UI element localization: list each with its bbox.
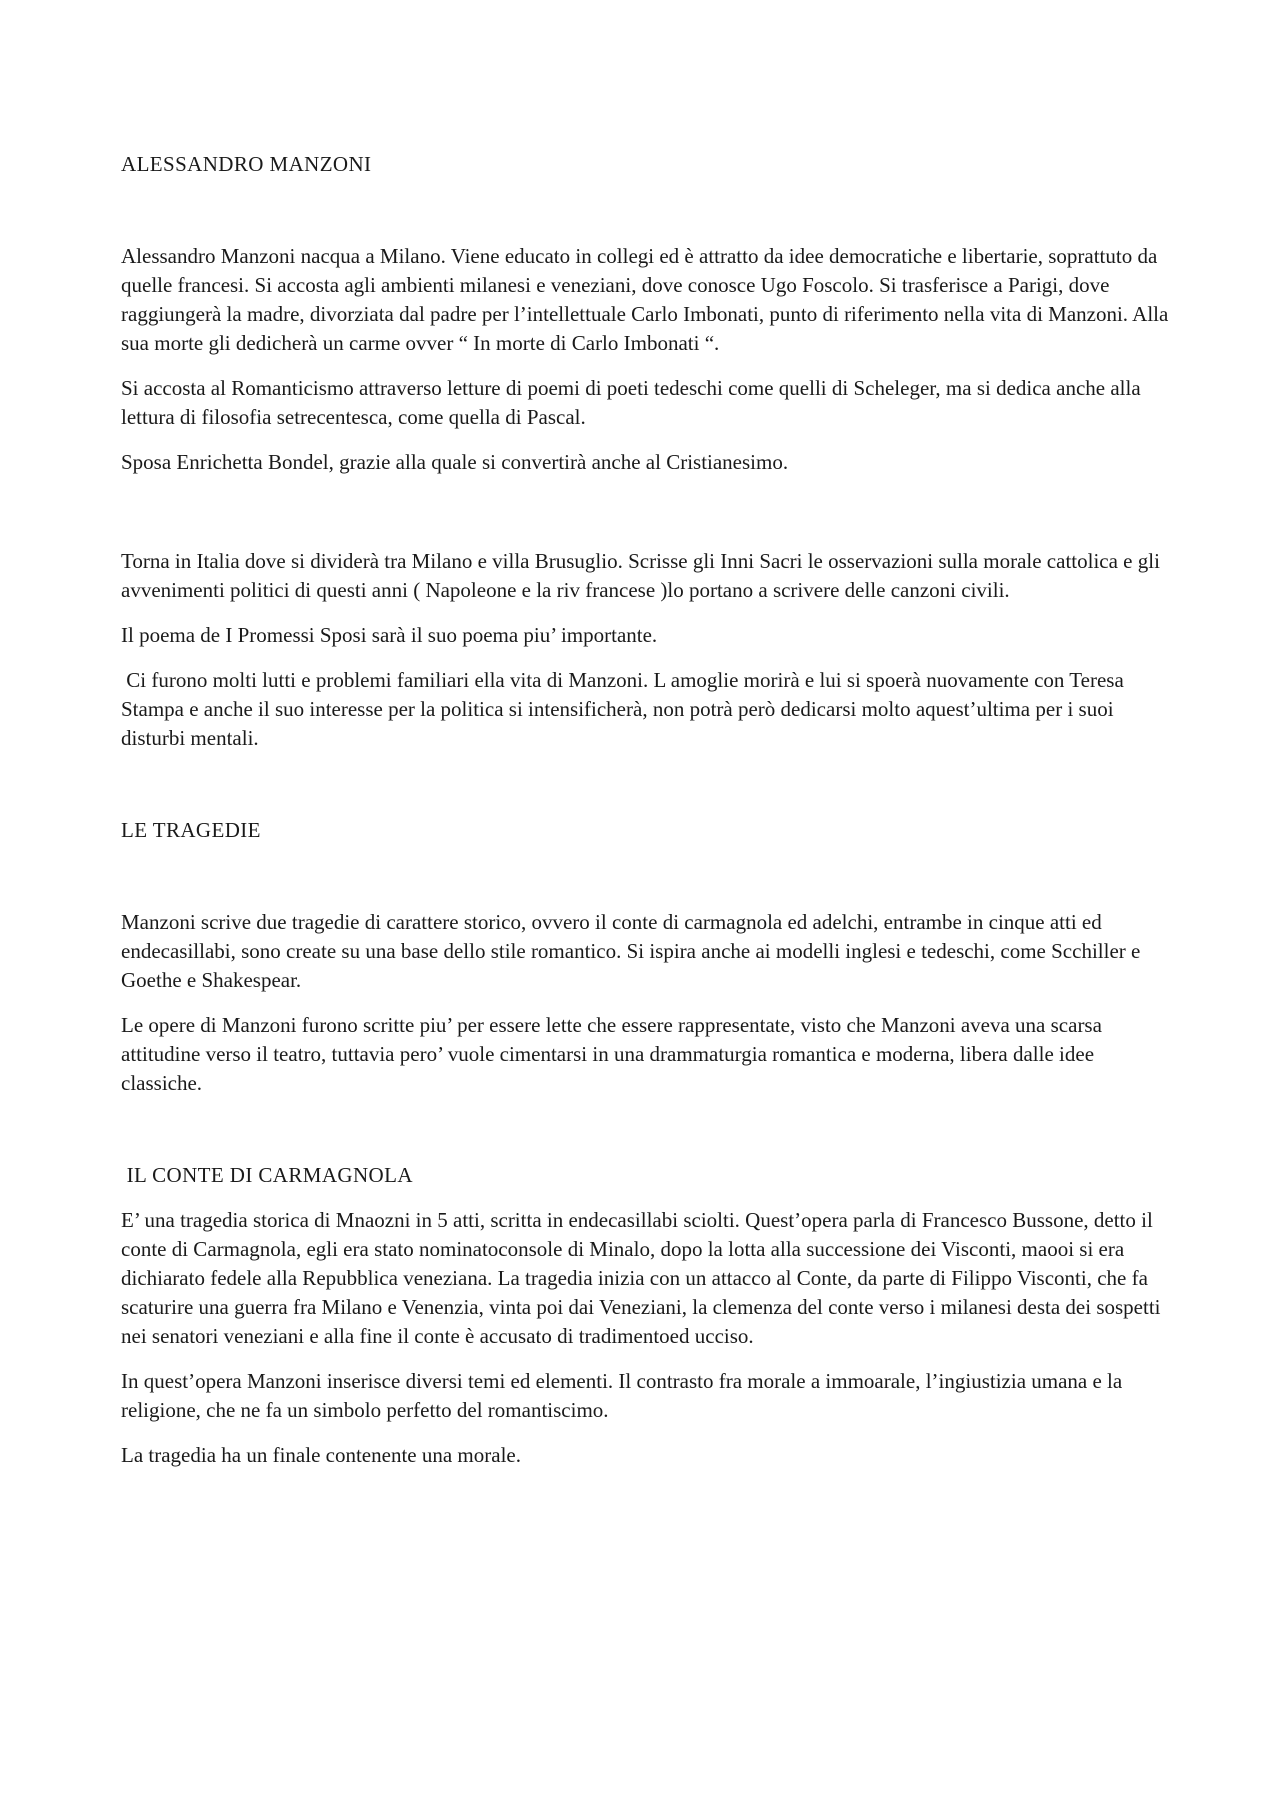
- paragraph: E’ una tragedia storica di Mnaozni in 5 atti, scritta in endecasillabi sciolti. Quest’opera parla di Francesco Bussone, detto il conte di Carmagnola, egli era stato nominatoconsole di Minalo, dopo la lotta alla successione dei Visconti, maooi si era dichiarato fedele alla Repubblica veneziana. La tragedia inizia con un attacco al Conte, da parte di Filippo Visconti, che fa scaturire una guerra fra Milano e Venenzia, vinta poi dai Veneziani, la clemenza del conte verso i milanesi desta dei sospetti nei senatori veneziani e alla fine il conte è accusato di tradimentoed ucciso.: [121, 1208, 1161, 1348]
- paragraph: Torna in Italia dove si dividerà tra Milano e villa Brusuglio. Scrisse gli Inni Sacri le osservazioni sulla morale cattolica e gli avvenimenti politici di questi anni ( Napoleone e la riv francese )lo portano a scrivere delle canzoni civili.: [121, 549, 1160, 602]
- paragraph: Sposa Enrichetta Bondel, grazie alla quale si convertirà anche al Cristianesimo.: [121, 450, 789, 474]
- paragraph: Il poema de I Promessi Sposi sarà il suo poema piu’ importante.: [121, 623, 658, 647]
- paragraph: Alessandro Manzoni nacqua a Milano. Viene educato in collegi ed è attratto da idee democratiche e libertarie, soprattuto da quelle francesi. Si accosta agli ambienti milanesi e veneziani, dove conosce Ugo Foscolo. Si trasferisce a Parigi, dove raggiungerà la madre, divorziata dal padre per l’intellettuale Carlo Imbonati, punto di riferimento nella vita di Manzoni. Alla sua morte gli dedicherà un carme ovver “ In morte di Carlo Imbonati “.: [121, 244, 1169, 355]
- paragraph: In quest’opera Manzoni inserisce diversi temi ed elementi. Il contrasto fra morale a immoarale, l’ingiustizia umana e la religione, che ne fa un simbolo perfetto del romantiscimo.: [121, 1369, 1123, 1422]
- section-title: IL CONTE DI CARMAGNOLA: [121, 1163, 413, 1187]
- paragraph: La tragedia ha un finale contenente una morale.: [121, 1443, 521, 1467]
- paragraph: Le opere di Manzoni furono scritte piu’ per essere lette che essere rappresentate, visto che Manzoni aveva una scarsa attitudine verso il teatro, tuttavia pero’ vuole cimentarsi in una drammaturgia romantica e moderna, libera dalle idee classiche.: [121, 1013, 1102, 1095]
- paragraph: Si accosta al Romanticismo attraverso letture di poemi di poeti tedeschi come quelli di Scheleger, ma si dedica anche alla lettura di filosofia setrecentesca, come quella di Pascal.: [121, 376, 1141, 429]
- section-title: LE TRAGEDIE: [121, 818, 261, 842]
- paragraph: Manzoni scrive due tragedie di carattere storico, ovvero il conte di carmagnola ed adelchi, entrambe in cinque atti ed endecasillabi, sono create su una base dello stile romantico. Si ispira anche ai modelli inglesi e tedeschi, come Scchiller e Goethe e Shakespear.: [121, 910, 1141, 992]
- paragraph: Ci furono molti lutti e problemi familiari ella vita di Manzoni. L amoglie morirà e lui si spoerà nuovamente con Teresa Stampa e anche il suo interesse per la politica si intensificherà, non potrà però dedicarsi molto aquest’ultima per i suoi disturbi mentali.: [121, 668, 1130, 750]
- section-title: ALESSANDRO MANZONI: [121, 152, 372, 176]
- document-body: [121, 150, 1171, 1470]
